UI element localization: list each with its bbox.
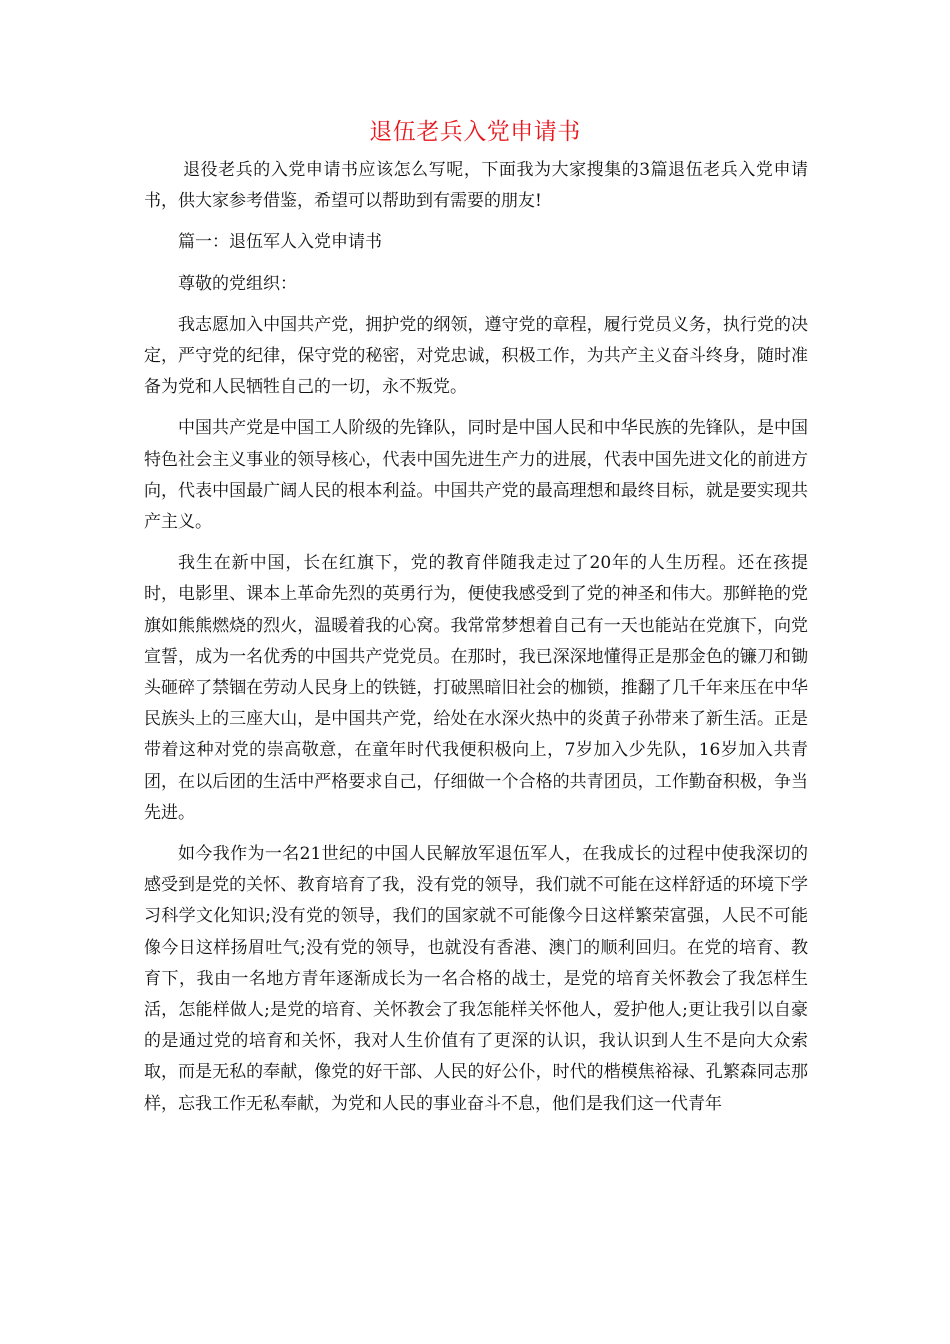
body-paragraph: 我生在新中国，长在红旗下，党的教育伴随我走过了20年的人生历程。还在孩提时，电影里、课本上革命先烈的英勇行为，便使我感受到了党的神圣和伟大。那鲜艳的党旗如熊熊燃烧的烈火，温暖着我的心窝。我常常梦想着自己有一天也能站在党旗下，向党宣誓，成为一名优秀的中国共产党党员。在那时，我已深深地懂得正是那金色的镰刀和锄头砸碎了禁锢在劳动人民身上的铁链，打破黑暗旧社会的枷锁，推翻了几千年来压在中华民族头上的三座大山，是中国共产党，给处在水深火热中的炎黄子孙带来了新生活。正是带着这种对党的崇高敬意，在童年时代我便积极向上，7岁加入少先队，16岁加入共青团，在以后团的生活中严格要求自己，仔细做一个合格的共青团员，工作勤奋积极，争当先进。	[144, 553, 808, 823]
document-body	[144, 155, 808, 1120]
section-heading: 篇一：退伍军人入党申请书	[178, 232, 382, 253]
salutation: 尊敬的党组织：	[178, 273, 297, 294]
body-paragraph: 我志愿加入中国共产党，拥护党的纲领，遵守党的章程，履行党员义务，执行党的决定，严守党的纪律，保守党的秘密，对党忠诚，积极工作，为共产主义奋斗终身，随时准备为党和人民牺牲自己的一切，永不叛党。	[144, 314, 808, 398]
intro-paragraph: 退役老兵的入党申请书应该怎么写呢，下面我为大家搜集的3篇退伍老兵入党申请书，供大家参考借鉴，希望可以帮助到有需要的朋友!	[144, 160, 808, 212]
body-paragraph: 中国共产党是中国工人阶级的先锋队，同时是中国人民和中华民族的先锋队，是中国特色社会主义事业的领导核心，代表中国先进生产力的进展，代表中国先进文化的前进方向，代表中国最广阔人民的根本利益。中国共产党的最高理想和最终目标，就是要实现共产主义。	[144, 418, 808, 533]
document-title: 退伍老兵入党申请书	[369, 119, 581, 145]
body-paragraph: 如今我作为一名21世纪的中国人民解放军退伍军人，在我成长的过程中使我深切的感受到是党的关怀、教育培育了我，没有党的领导，我们就不可能在这样舒适的环境下学习科学文化知识;没有党的领导，我们的国家就不可能像今日这样繁荣富强，人民不可能像今日这样扬眉吐气;没有党的领导，也就没有香港、澳门的顺利回归。在党的培育、教育下，我由一名地方青年逐渐成长为一名合格的战士，是党的培育关怀教会了我怎样生活，怎能样做人;是党的培育、关怀教会了我怎能样关怀他人，爱护他人;更让我引以自豪的是通过党的培育和关怀，我对人生价值有了更深的认识，我认识到人生不是向大众索取，而是无私的奉献，像党的好干部、人民的好公仆，时代的楷模焦裕禄、孔繁森同志那样，忘我工作无私奉献，为党和人民的事业奋斗不息，他们是我们这一代青年	[144, 844, 808, 1114]
